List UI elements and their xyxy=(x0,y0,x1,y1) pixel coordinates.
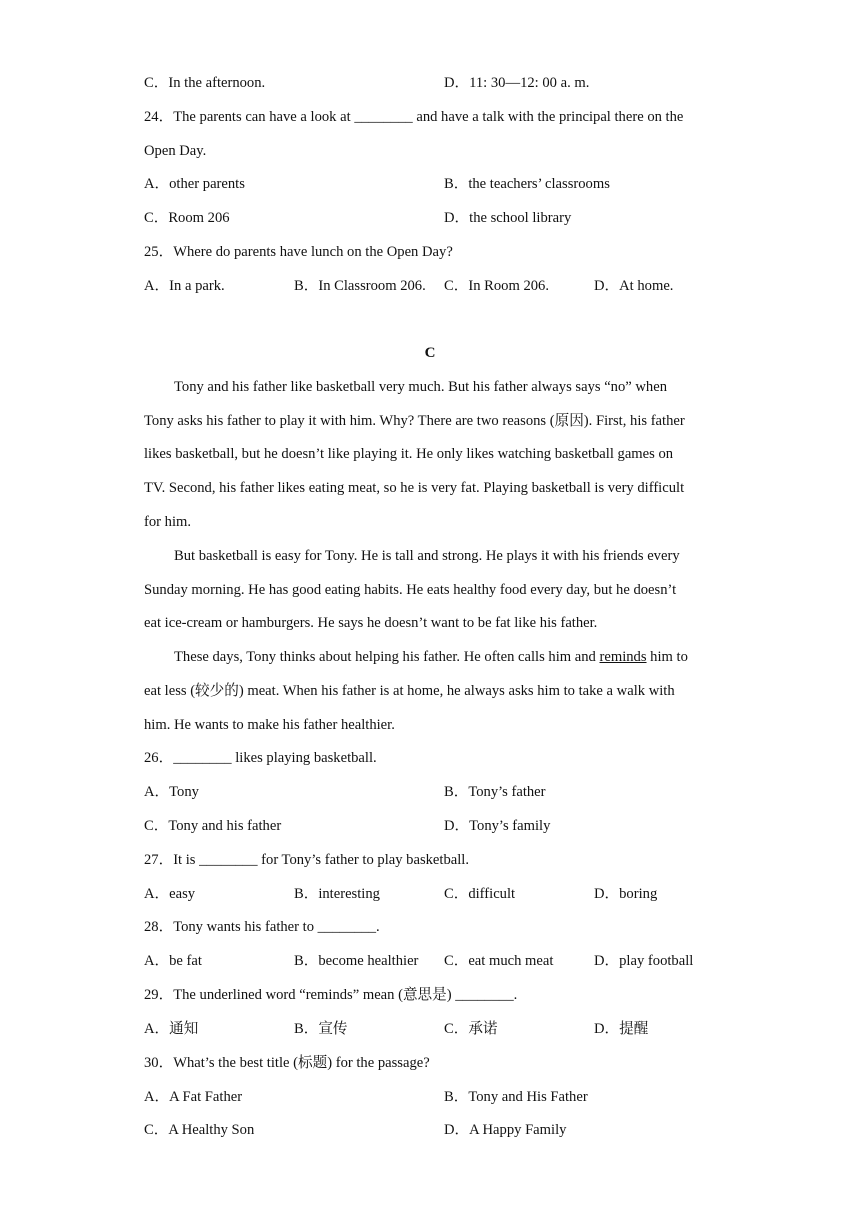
q30-option-a[interactable]: A．A Fat Father xyxy=(144,1089,243,1105)
q29-option-d[interactable]: D．提醒 xyxy=(594,1021,649,1037)
q25-option-c[interactable]: C．In Room 206. xyxy=(444,278,549,294)
q24-option-c[interactable]: C．Room 206 xyxy=(144,210,230,226)
q27-option-a[interactable]: A．easy xyxy=(144,886,196,902)
q28-option-b[interactable]: B．become healthier xyxy=(294,953,419,969)
q27-option-b[interactable]: B．interesting xyxy=(294,886,380,902)
q28-option-c[interactable]: C．eat much meat xyxy=(444,953,554,969)
q26-option-b[interactable]: B．Tony’s father xyxy=(444,784,546,800)
section-heading: C xyxy=(424,345,436,361)
q29-option-c[interactable]: C．承诺 xyxy=(444,1021,498,1037)
passage-text: These days, Tony thinks about helping his father. He often calls him and xyxy=(174,649,600,665)
q27-stem: 27．It is ________ for Tony’s father to play basketball. xyxy=(144,852,469,868)
passage-p1-line1: Tony and his father like basketball very much. But his father always says “no” when xyxy=(174,379,668,395)
passage-p1-line5: for him. xyxy=(144,514,192,530)
q25-option-b[interactable]: B．In Classroom 206. xyxy=(294,278,426,294)
q28-option-d[interactable]: D．play football xyxy=(594,953,694,969)
q28-option-a[interactable]: A．be fat xyxy=(144,953,202,969)
q23-option-d[interactable]: D．11: 30—12: 00 a. m. xyxy=(444,75,590,91)
q29-stem: 29．The underlined word “reminds” mean (意思是) ________. xyxy=(144,987,518,1003)
passage-p3-line1 xyxy=(174,647,724,667)
underlined-word-reminds: reminds xyxy=(599,649,647,665)
q24-stem-line2: Open Day. xyxy=(144,143,207,159)
q24-stem-line1: 24．The parents can have a look at ________ and have a talk with the principal there on the xyxy=(144,109,684,125)
passage-p2-line2: Sunday morning. He has good eating habits. He eats healthy food every day, but he doesn’t xyxy=(144,582,677,598)
q26-option-c[interactable]: C．Tony and his father xyxy=(144,818,282,834)
q27-option-c[interactable]: C．difficult xyxy=(444,886,516,902)
q24-option-b[interactable]: B．the teachers’ classrooms xyxy=(444,176,610,192)
q24-option-a[interactable]: A．other parents xyxy=(144,176,245,192)
q26-option-a[interactable]: A．Tony xyxy=(144,784,199,800)
q28-stem: 28．Tony wants his father to ________. xyxy=(144,919,380,935)
q25-stem: 25．Where do parents have lunch on the Open Day? xyxy=(144,244,453,260)
passage-p3-line3: him. He wants to make his father healthier. xyxy=(144,717,395,733)
passage-p2-line1: But basketball is easy for Tony. He is tall and strong. He plays it with his friends every xyxy=(174,548,680,564)
q29-option-a[interactable]: A．通知 xyxy=(144,1021,199,1037)
q24-option-d[interactable]: D．the school library xyxy=(444,210,572,226)
passage-p1-line2: Tony asks his father to play it with him. Why? There are two reasons (原因). First, his father xyxy=(144,413,685,429)
passage-text: him to xyxy=(646,649,688,665)
q27-option-d[interactable]: D．boring xyxy=(594,886,658,902)
q23-option-c[interactable]: C．In the afternoon. xyxy=(144,75,266,91)
q30-option-c[interactable]: C．A Healthy Son xyxy=(144,1122,255,1138)
q26-stem: 26．________ likes playing basketball. xyxy=(144,750,377,766)
q30-option-d[interactable]: D．A Happy Family xyxy=(444,1122,567,1138)
passage-p1-line3: likes basketball, but he doesn’t like playing it. He only likes watching basketball games on xyxy=(144,446,674,462)
q30-stem: 30．What’s the best title (标题) for the passage? xyxy=(144,1055,430,1071)
q25-option-a[interactable]: A．In a park. xyxy=(144,278,225,294)
q26-option-d[interactable]: D．Tony’s family xyxy=(444,818,551,834)
q25-option-d[interactable]: D．At home. xyxy=(594,278,674,294)
passage-p3-line2: eat less (较少的) meat. When his father is at home, he always asks him to take a walk with xyxy=(144,683,675,699)
q30-option-b[interactable]: B．Tony and His Father xyxy=(444,1089,588,1105)
passage-p1-line4: TV. Second, his father likes eating meat, so he is very fat. Playing basketball is very difficult xyxy=(144,480,685,496)
passage-p2-line3: eat ice-cream or hamburgers. He says he doesn’t want to be fat like his father. xyxy=(144,615,598,631)
q29-option-b[interactable]: B．宣传 xyxy=(294,1021,348,1037)
